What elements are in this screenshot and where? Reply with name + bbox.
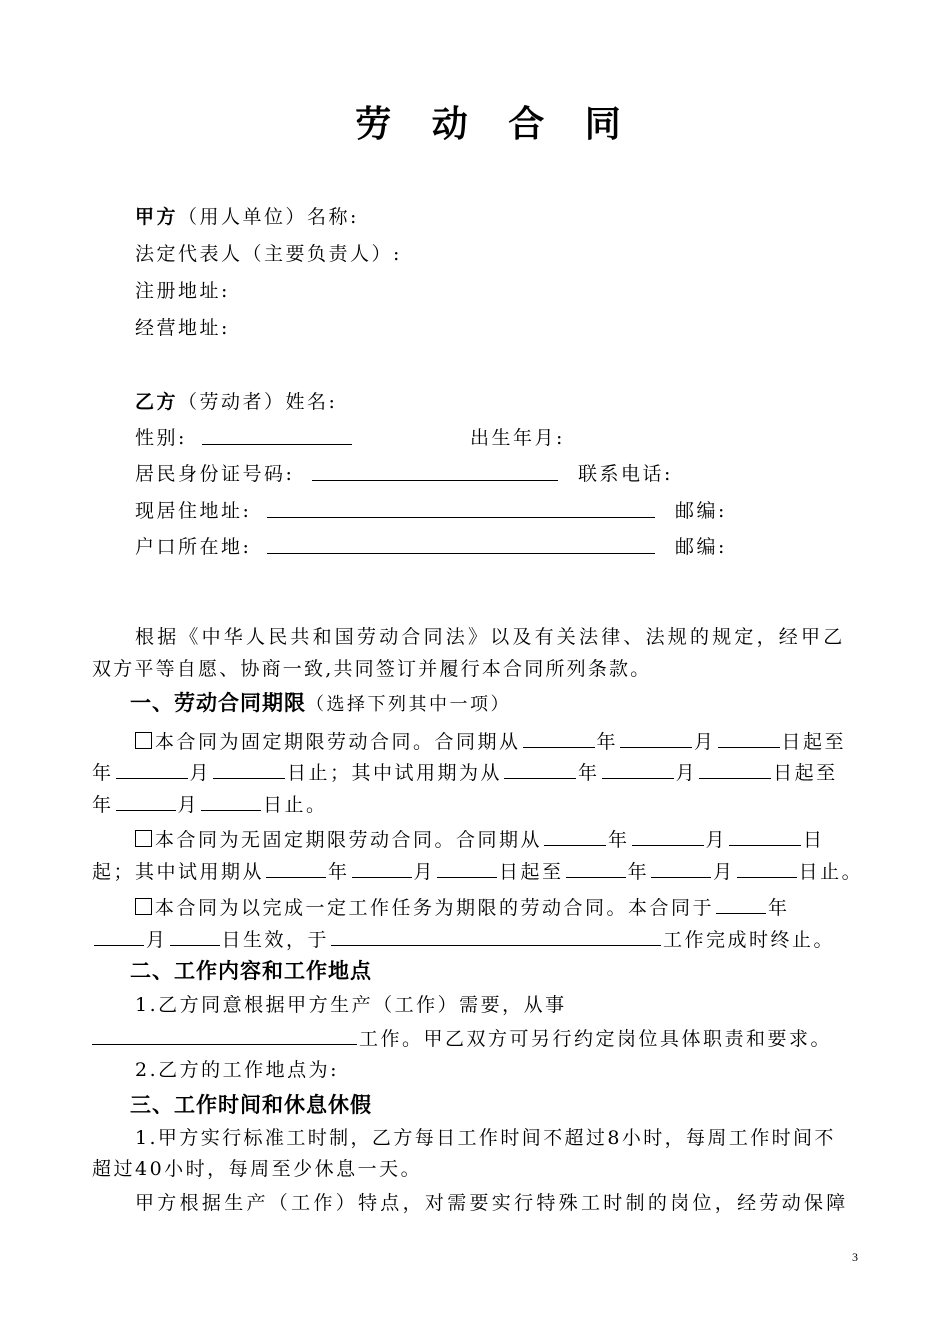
option-2-line-1 [135, 825, 825, 851]
option-3-line-2 [92, 925, 835, 951]
s3-p2: 甲方根据生产（工作）特点，对需要实行特殊工时制的岗位，经劳动保障 [135, 1192, 849, 1214]
intro-line-2: 双方平等自愿、协商一致,共同签订并履行本合同所列条款。 [92, 658, 652, 680]
page-number: 3 [852, 1250, 858, 1264]
fill-in-blank[interactable] [737, 857, 797, 878]
text-segment: 日 [803, 829, 825, 851]
fill-in-blank[interactable] [92, 1024, 357, 1045]
party-a-label: 甲方 [135, 206, 179, 228]
text-segment: 工作。甲乙双方可另行约定岗位具体职责和要求。 [359, 1028, 833, 1050]
party-a-reg-addr: 注册地址: [135, 280, 230, 302]
text-segment: 日止；其中试用期为从 [287, 762, 503, 784]
zip-label: 邮编: [675, 500, 727, 522]
party-a-biz-addr: 经营地址: [135, 317, 230, 339]
birth-label: 出生年月: [470, 427, 565, 449]
text-segment: 日起至 [781, 731, 847, 753]
fill-in-blank[interactable] [523, 727, 595, 748]
text-segment: 年 [768, 897, 790, 919]
s2-p1-line-2 [92, 1024, 832, 1050]
fill-in-blank[interactable] [352, 857, 412, 878]
party-a-rep: 法定代表人（主要负责人）: [135, 243, 402, 265]
fill-in-blank[interactable] [213, 758, 285, 779]
note: （选择下列其中一项） [306, 694, 511, 715]
phone-label: 联系电话: [578, 463, 673, 485]
fill-in-blank[interactable] [116, 790, 176, 811]
checkbox[interactable] [135, 732, 152, 749]
text-segment: 月 [675, 762, 698, 784]
fill-in-blank[interactable] [266, 857, 326, 878]
fill-in-blank[interactable] [504, 758, 576, 779]
text-segment: 月 [705, 829, 728, 851]
option-1-line-2 [92, 758, 838, 784]
option-2-line-2 [92, 857, 863, 883]
text-segment: 年 [578, 762, 600, 784]
text-segment: 年 [608, 829, 630, 851]
fill-in-blank[interactable] [729, 825, 801, 846]
fill-in-blank[interactable] [632, 825, 704, 846]
s3-p1-line-1: 1.甲方实行标准工时制，乙方每日工作时间不超过8小时，每周工作时间不 [135, 1127, 836, 1149]
document-title: 劳 动 合 同 [355, 104, 635, 145]
hukou-blank[interactable] [267, 533, 655, 554]
hukou-label: 户口所在地: [135, 536, 252, 558]
fill-in-blank[interactable] [437, 857, 497, 878]
text-segment: 日止。 [263, 794, 328, 816]
fill-in-blank[interactable] [699, 758, 771, 779]
addr-blank[interactable] [267, 497, 655, 518]
text-segment: 日起至 [499, 861, 564, 883]
text-segment: 年 [328, 861, 350, 883]
checkbox[interactable] [135, 898, 152, 915]
text-segment: 月 [189, 762, 212, 784]
text-segment: 月 [713, 861, 735, 883]
id-label: 居民身份证号码: [135, 463, 295, 485]
text-segment: 日生效，于 [221, 929, 330, 951]
heading: 一、劳动合同期限 [130, 691, 306, 715]
label: （劳动者）姓名: [178, 391, 338, 413]
text-segment: 本合同为无固定期限劳动合同。合同期从 [155, 829, 543, 851]
gender-row [135, 425, 187, 451]
s2-p2: 2.乙方的工作地点为: [135, 1059, 340, 1081]
text-segment: 月 [177, 794, 200, 816]
section-3-heading: 三、工作时间和休息休假 [130, 1093, 372, 1117]
s2-p1-line-1: 1.乙方同意根据甲方生产（工作）需要，从事 [135, 994, 567, 1016]
text-segment: 年 [627, 861, 650, 883]
label: （用人单位）名称: [178, 206, 359, 228]
section-2-heading: 二、工作内容和工作地点 [130, 959, 372, 983]
fill-in-blank[interactable] [116, 758, 188, 779]
fill-in-blank[interactable] [94, 925, 144, 946]
text-segment: 年 [596, 731, 619, 753]
fill-in-blank[interactable] [718, 727, 780, 748]
fill-in-blank[interactable] [331, 925, 661, 946]
section-1-heading [130, 690, 511, 716]
text-segment: 起；其中试用期从 [92, 861, 265, 883]
text-segment: 月 [413, 861, 436, 883]
text-segment: 年 [92, 794, 114, 816]
option-3-line-1 [135, 893, 790, 919]
party-b-label: 乙方 [135, 391, 179, 413]
option-1-line-1 [135, 727, 846, 753]
text-segment: 月 [146, 929, 168, 951]
fill-in-blank[interactable] [544, 825, 606, 846]
addr-label: 现居住地址: [135, 500, 252, 522]
party-a-name [135, 204, 359, 230]
text-segment: 月 [694, 731, 716, 753]
fill-in-blank[interactable] [201, 790, 261, 811]
fill-in-blank[interactable] [566, 857, 626, 878]
fill-in-blank[interactable] [651, 857, 711, 878]
text-segment: 年 [92, 762, 114, 784]
gender-label: 性别: [135, 427, 187, 449]
option-1-line-3 [92, 790, 328, 816]
gender-blank[interactable] [202, 424, 352, 445]
intro-line-1: 根据《中华人民共和国劳动合同法》以及有关法律、法规的规定，经甲乙 [135, 626, 846, 648]
text-segment: 本合同为以完成一定工作任务为期限的劳动合同。本合同于 [155, 897, 715, 919]
text-segment: 日起至 [773, 762, 838, 784]
text-segment: 本合同为固定期限劳动合同。合同期从 [155, 731, 521, 753]
id-blank[interactable] [312, 460, 558, 481]
fill-in-blank[interactable] [716, 893, 766, 914]
fill-in-blank[interactable] [602, 758, 674, 779]
fill-in-blank[interactable] [170, 925, 220, 946]
party-b-name [135, 389, 337, 415]
checkbox[interactable] [135, 830, 152, 847]
s3-p1-line-2: 超过40小时，每周至少休息一天。 [92, 1158, 423, 1180]
text-segment: 日止。 [798, 861, 864, 883]
fill-in-blank[interactable] [620, 727, 692, 748]
text-segment: 工作完成时终止。 [663, 929, 836, 951]
zip-label-2: 邮编: [675, 536, 727, 558]
